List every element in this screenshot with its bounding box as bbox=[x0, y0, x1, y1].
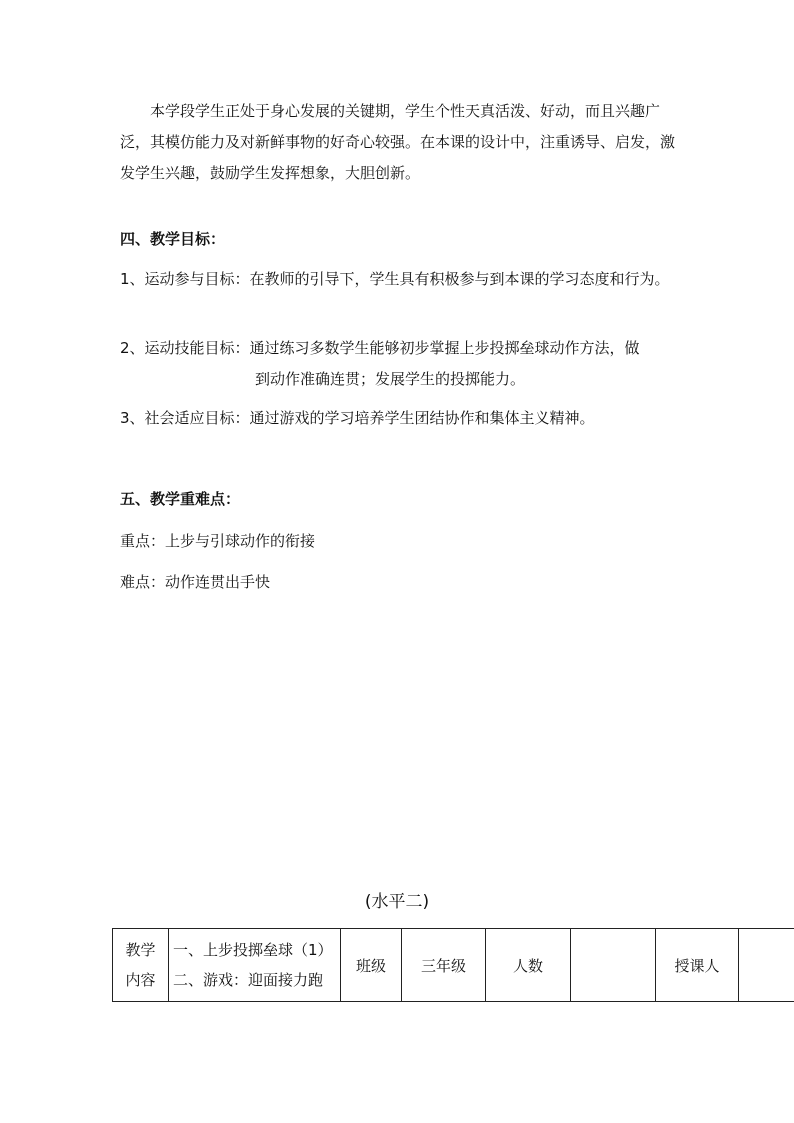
teacher-value bbox=[739, 929, 794, 1002]
teaching-content-cell bbox=[169, 929, 341, 1002]
content-line1: 一、上步投掷垒球（1） bbox=[173, 941, 333, 959]
table-row bbox=[113, 929, 794, 1002]
count-value bbox=[571, 929, 656, 1002]
class-label: 班级 bbox=[341, 929, 402, 1002]
goal-social: 3、社会适应目标：通过游戏的学习培养学生团结协作和集体主义精神。 bbox=[120, 409, 595, 427]
lesson-info-table bbox=[112, 928, 794, 1002]
teacher-label: 授课人 bbox=[656, 929, 739, 1002]
label-line2: 内容 bbox=[125, 971, 156, 989]
key-point: 重点：上步与引球动作的衔接 bbox=[120, 532, 316, 550]
level-caption: (水平二) bbox=[364, 892, 430, 912]
count-label: 人数 bbox=[486, 929, 571, 1002]
teaching-content-label bbox=[113, 929, 169, 1002]
label-line1: 教学 bbox=[125, 941, 156, 959]
content-line2: 二、游戏：迎面接力跑 bbox=[173, 971, 324, 989]
difficult-point: 难点：动作连贯出手快 bbox=[120, 573, 271, 591]
goal-skill bbox=[120, 333, 680, 395]
section4-heading: 四、教学目标： bbox=[120, 230, 226, 248]
intro-paragraph: 本学段学生正处于身心发展的关键期，学生个性天真活泼、好动，而且兴趣广泛，其模仿能力及对新鲜事物的好奇心较强。在本课的设计中，注重诱导、启发，激发学生兴趣，鼓励学生发挥想象，大胆创新。 bbox=[120, 102, 676, 182]
section5-heading: 五、教学重难点： bbox=[120, 490, 241, 508]
goal-skill-line2: 到动作准确连贯；发展学生的投掷能力。 bbox=[255, 370, 526, 388]
goal-skill-line1: 2、运动技能目标：通过练习多数学生能够初步掌握上步投掷垒球动作方法，做 bbox=[120, 339, 640, 357]
goal-participation: 1、运动参与目标：在教师的引导下，学生具有积极参与到本课的学习态度和行为。 bbox=[120, 270, 670, 288]
class-value: 三年级 bbox=[402, 929, 486, 1002]
